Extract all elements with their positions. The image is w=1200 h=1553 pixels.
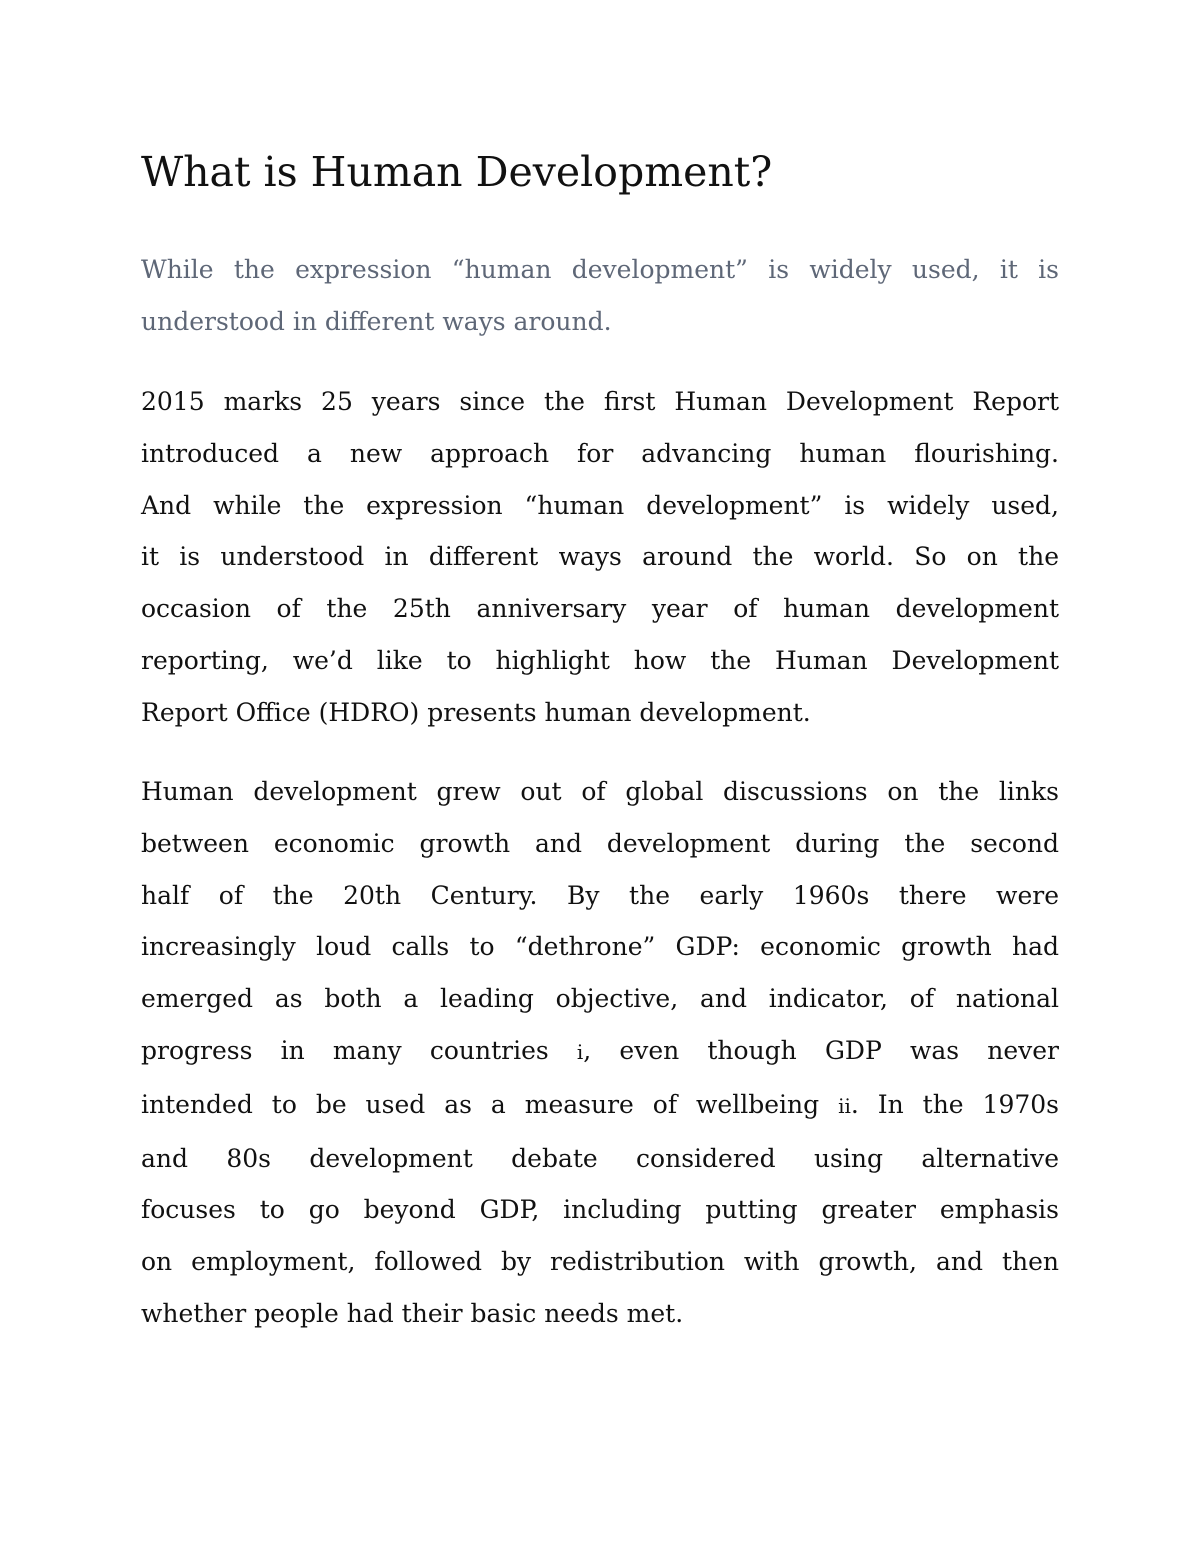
paragraph-1-line-7: Report Office (HDRO) presents human development. xyxy=(141,697,811,727)
paragraph-2-line-7-tail: . In the 1970s xyxy=(850,1089,1059,1119)
body-paragraph-2 xyxy=(141,766,1059,1340)
lead-line-1: While the expression “human development” is widely used, it is xyxy=(141,255,1059,284)
paragraph-2-line-3: half of the 20th Century. By the early 1960s there were xyxy=(141,880,1059,910)
paragraph-2-line-2: between economic growth and development during the second xyxy=(141,828,1059,858)
paragraph-2-line-4: increasingly loud calls to “dethrone” GDP: economic growth had xyxy=(141,932,1059,962)
paragraph-1-line-5: occasion of the 25th anniversary year of human development xyxy=(141,594,1059,624)
paragraph-2-line-9: focuses to go beyond GDP, including putting greater emphasis xyxy=(141,1195,1059,1225)
paragraph-2-line-6-tail: , even though GDP was never xyxy=(583,1035,1060,1065)
paragraph-2-line-5: emerged as both a leading objective, and indicator, of national xyxy=(141,984,1059,1014)
paragraph-2-line-11: whether people had their basic needs met. xyxy=(141,1298,684,1328)
paragraph-2-line-7 xyxy=(141,1079,1059,1133)
paragraph-1-line-4: it is understood in different ways around the world. So on the xyxy=(141,542,1059,572)
paragraph-2-line-10: on employment, followed by redistribution with growth, and then xyxy=(141,1247,1059,1277)
paragraph-1-line-6: reporting, we’d like to highlight how the Human Development xyxy=(141,645,1059,675)
paragraph-2-line-6-text: progress in many countries xyxy=(141,1035,549,1065)
lead-paragraph xyxy=(141,244,1059,348)
paragraph-1-line-2: introduced a new approach for advancing human flourishing. xyxy=(141,438,1059,468)
endnote-ref-i: i xyxy=(576,1039,584,1064)
paragraph-2-line-7-text: intended to be used as a measure of wellbeing xyxy=(141,1089,820,1119)
body-paragraph-1 xyxy=(141,376,1059,739)
endnote-ref-ii: ii xyxy=(838,1093,851,1118)
paragraph-2-line-8: and 80s development debate considered using alternative xyxy=(141,1143,1059,1173)
paragraph-1-line-1: 2015 marks 25 years since the first Human Development Report xyxy=(141,387,1059,416)
paragraph-2-line-6 xyxy=(141,1025,1059,1079)
paragraph-1-line-3: And while the expression “human development” is widely used, xyxy=(141,490,1059,520)
lead-line-2: understood in different ways around. xyxy=(141,307,612,336)
page-title: What is Human Development? xyxy=(141,148,773,196)
paragraph-2-line-1: Human development grew out of global discussions on the links xyxy=(141,777,1059,806)
